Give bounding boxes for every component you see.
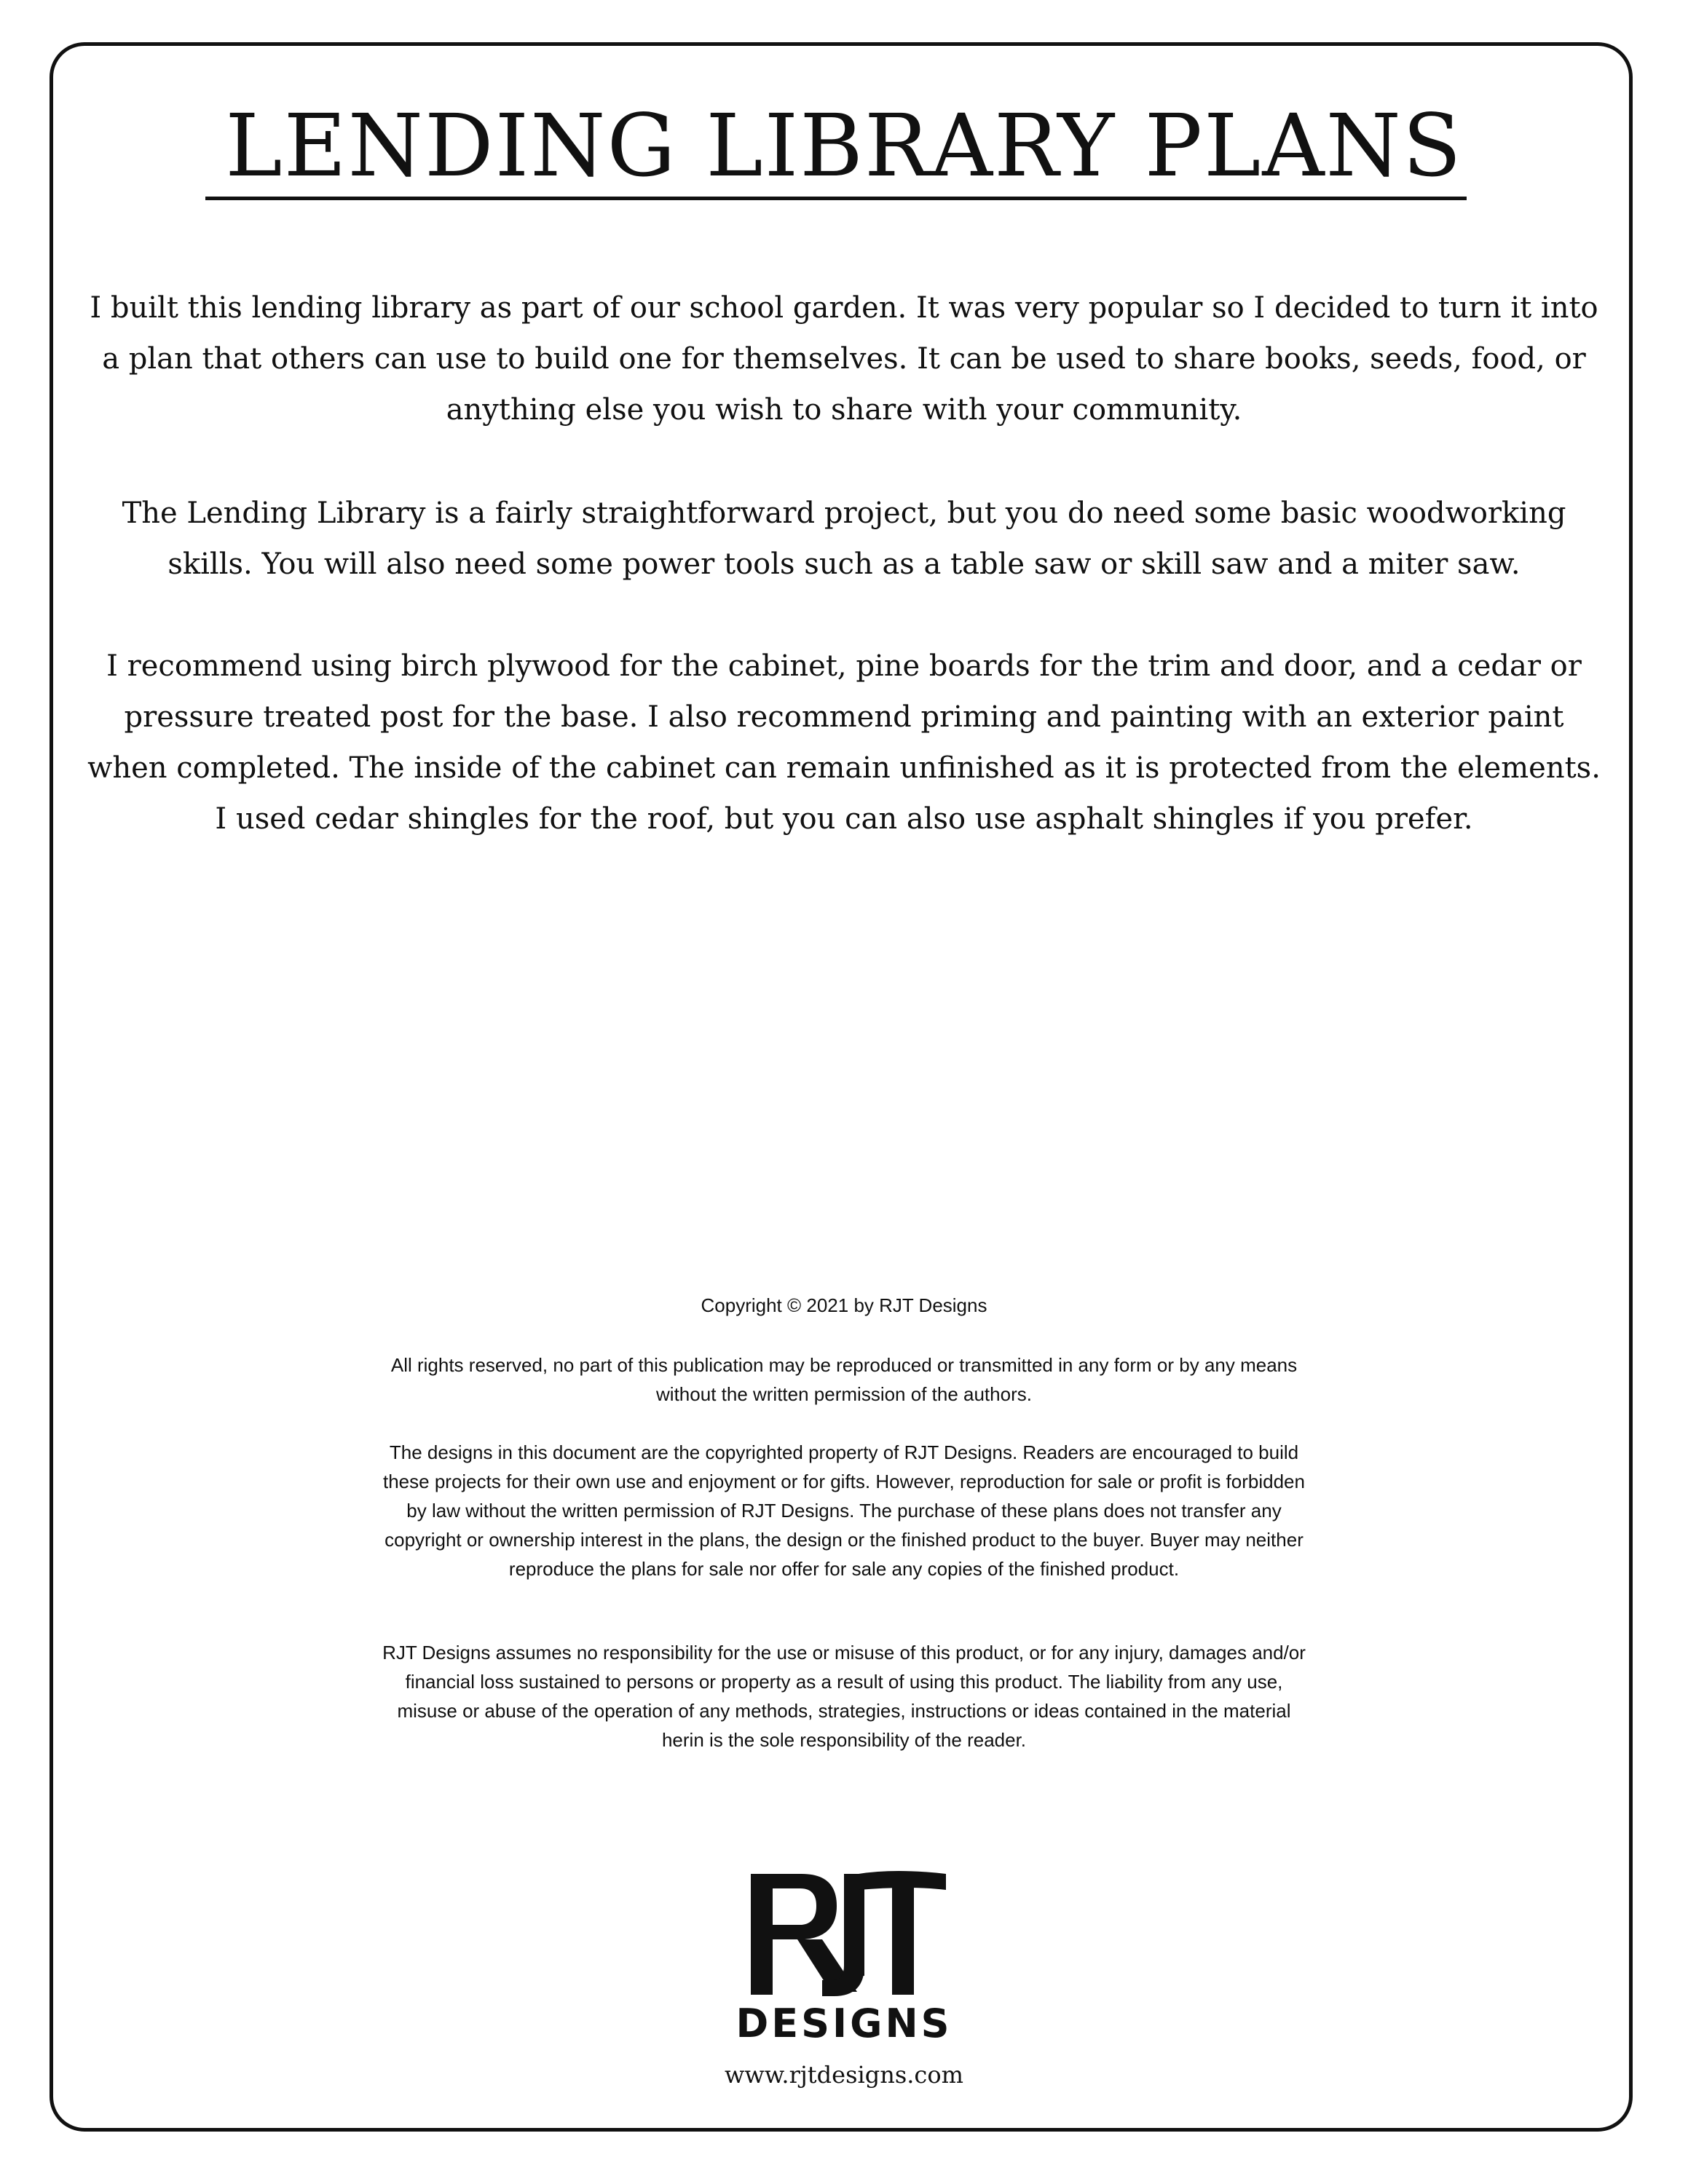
website-url[interactable]: www.rjtdesigns.com [725, 2061, 963, 2089]
liability-paragraph: RJT Designs assumes no responsibility for the use or misuse of this product, or for any injury, damages and/or financial loss sustained to persons or property as a result of using this product. The liability from any use, misuse or abuse of the operation of any methods, strategies, instructions or ideas contained in the material herin is the sole responsibility of the reader. [382, 1642, 1306, 1751]
logo-subtitle: DESIGNS [735, 2001, 953, 2046]
intro-paragraph-1: I built this lending library as part of our school garden. It was very popular so I decided to turn it into a plan that others can use to build one for themselves. It can be used to share books, seeds, food, or anything else you wish to share with your community. [90, 291, 1598, 427]
title-underline [205, 197, 1467, 200]
rjt-logo-mark [735, 1864, 953, 2002]
rights-reserved-paragraph: All rights reserved, no part of this publication may be reproduced or transmitted in any form or by any means without the written permission of the authors. [390, 1354, 1298, 1405]
intro-paragraph-2: The Lending Library is a fairly straightforward project, but you do need some basic woodworking skills. You will also need some power tools such as a table saw or skill saw and a miter saw. [122, 496, 1566, 581]
page-title: LENDING LIBRARY PLANS [225, 95, 1463, 196]
intro-paragraph-3: I recommend using birch plywood for the cabinet, pine boards for the trim and door, and a cedar or pressure treated post for the base. I also recommend priming and painting with an exterior paint when completed. The inside of the cabinet can remain unfinished as it is protected from the elements. I used cedar shingles for the roof, but you can also use asphalt shingles if you prefer. [87, 649, 1601, 836]
copyright-property-paragraph: The designs in this document are the copyrighted property of RJT Designs. Readers are encouraged to build these projects for their own use and enjoyment or for gifts. However, reproduction for sale or profit is forbidden by law without the written permission of RJT Designs. The purchase of these plans does not transfer any copyright or ownership interest in the plans, the design or the finished product to the buyer. Buyer may neither reproduce the plans for sale nor offer for sale any copies of the finished product. [383, 1441, 1305, 1580]
copyright-notice: Copyright © 2021 by RJT Designs [701, 1294, 987, 1316]
